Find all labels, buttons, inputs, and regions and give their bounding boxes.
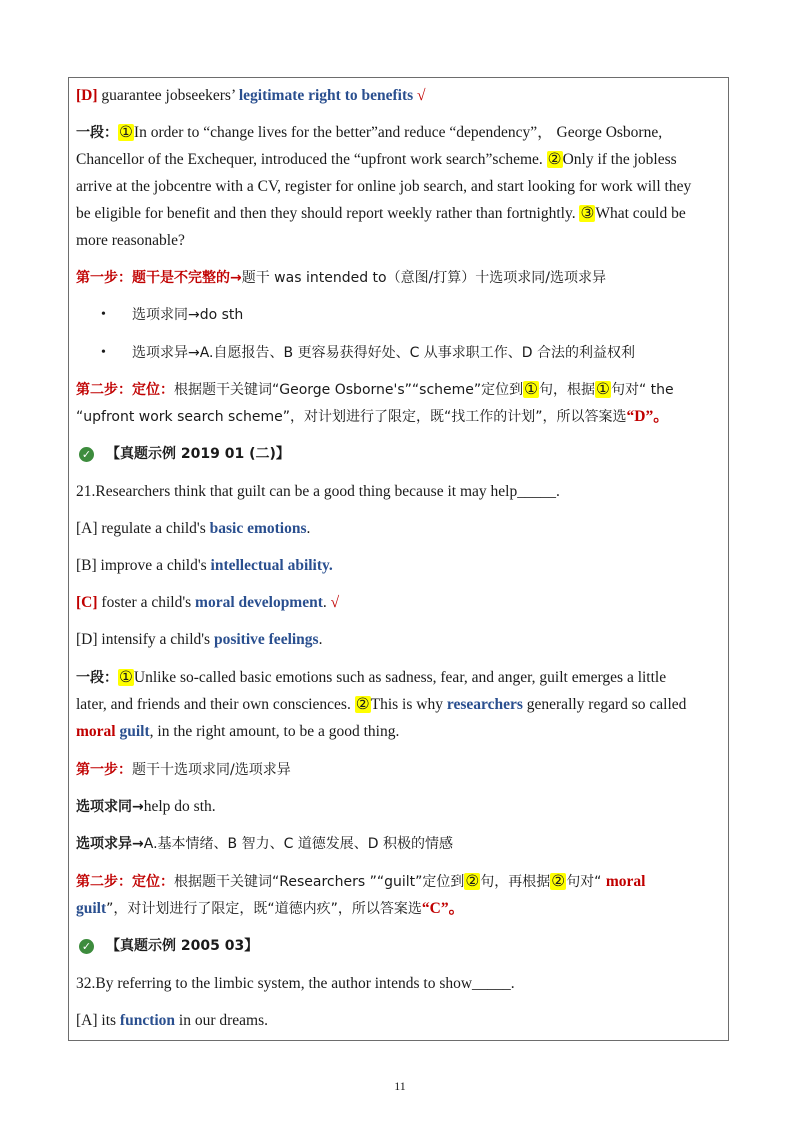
sentence-marker-3: ③ xyxy=(580,205,595,222)
q1-bullet-2: 选项求异→A.自愿报告、B 更容易获得好处、C 从事求职工作、D 合法的利益权利 xyxy=(132,345,636,361)
ex1-heading: 【真题示例 2019 01 (二)】 xyxy=(106,446,290,462)
ex1-step1: 第一步：题干十选项求同/选项求异 xyxy=(76,762,291,778)
q1-para-line-3: arrive at the jobcentre with a CV, register for online job search, and start looking for work will they xyxy=(76,178,692,195)
correct-check-icon: √ xyxy=(417,87,426,104)
q1-para-line-1: 一段：①In order to “change lives for the better”and reduce “dependency”， George Osborne, xyxy=(76,124,663,141)
q1-step2-line-1: 第二步：定位：根据题干关键词“George Osborne's”“scheme”定位到①句，根据①句对“ the xyxy=(76,381,674,398)
ex1-diff: 选项求异→A.基本情绪、B 智力、C 道德发展、D 积极的情感 xyxy=(76,836,454,852)
q1-para-line-2: Chancellor of the Exchequer, introduced the “upfront work search”scheme. ②Only if the jobless xyxy=(76,151,677,168)
ex1-option-b: [B] improve a child's intellectual ability. xyxy=(76,557,333,574)
check-circle-icon: ✓ xyxy=(79,447,94,462)
ex1-para-line-2: later, and friends and their own consciences. ②This is why researchers generally regard so called xyxy=(76,696,687,713)
page-number: 11 xyxy=(394,1079,406,1093)
ex1-option-d: [D] intensify a child's positive feelings. xyxy=(76,631,323,648)
ex1-option-a: [A] regulate a child's basic emotions. xyxy=(76,520,311,537)
ex2-option-a: [A] its function in our dreams. xyxy=(76,1012,269,1029)
check-circle-icon: ✓ xyxy=(79,939,94,954)
bullet-dot-icon: • xyxy=(101,345,106,360)
q1-para-line-4: be eligible for benefit and then they should report weekly rather than fortnightly. ③What could be xyxy=(76,205,686,222)
ex1-para-line-3: moral guilt, in the right amount, to be a good thing. xyxy=(76,723,400,740)
correct-check-icon: √ xyxy=(330,594,340,611)
ex1-step2-line-2: guilt”，对计划进行了限定，既“道德内疚”，所以答案选“C”。 xyxy=(76,900,465,917)
ex2-question: 32.By referring to the limbic system, the author intends to show_____. xyxy=(76,975,515,992)
ex2-heading: 【真题示例 2005 03】 xyxy=(106,938,259,954)
ex1-step2-line-1: 第二步：定位：根据题干关键词“Researchers ”“guilt”定位到②句，再根据②句对“ moral xyxy=(76,873,646,890)
bullet-dot-icon: • xyxy=(101,307,106,322)
option-d-line: [D] guarantee jobseekers’ legitimate right to benefits √ xyxy=(76,87,426,104)
sentence-marker-2: ② xyxy=(547,151,562,168)
q1-step2-line-2: “upfront work search scheme”，对计划进行了限定，既“找工作的计划”，所以答案选“D”。 xyxy=(76,408,669,425)
sentence-marker-1: ① xyxy=(119,124,133,141)
q1-para-line-5: more reasonable? xyxy=(76,232,185,249)
q1-step1: 第一步：题干是不完整的→题干 was intended to（意图/打算）十选项求同/选项求异 xyxy=(76,270,607,286)
ex1-same: 选项求同→help do sth. xyxy=(76,798,216,815)
ex1-question: 21.Researchers think that guilt can be a good thing because it may help_____. xyxy=(76,483,560,500)
ex1-para-line-1: 一段：①Unlike so-called basic emotions such as sadness, fear, and anger, guilt emerges a little xyxy=(76,669,667,686)
ex1-option-c: [C] foster a child's moral development. √ xyxy=(76,594,340,611)
q1-bullet-1: 选项求同→do sth xyxy=(132,307,244,323)
